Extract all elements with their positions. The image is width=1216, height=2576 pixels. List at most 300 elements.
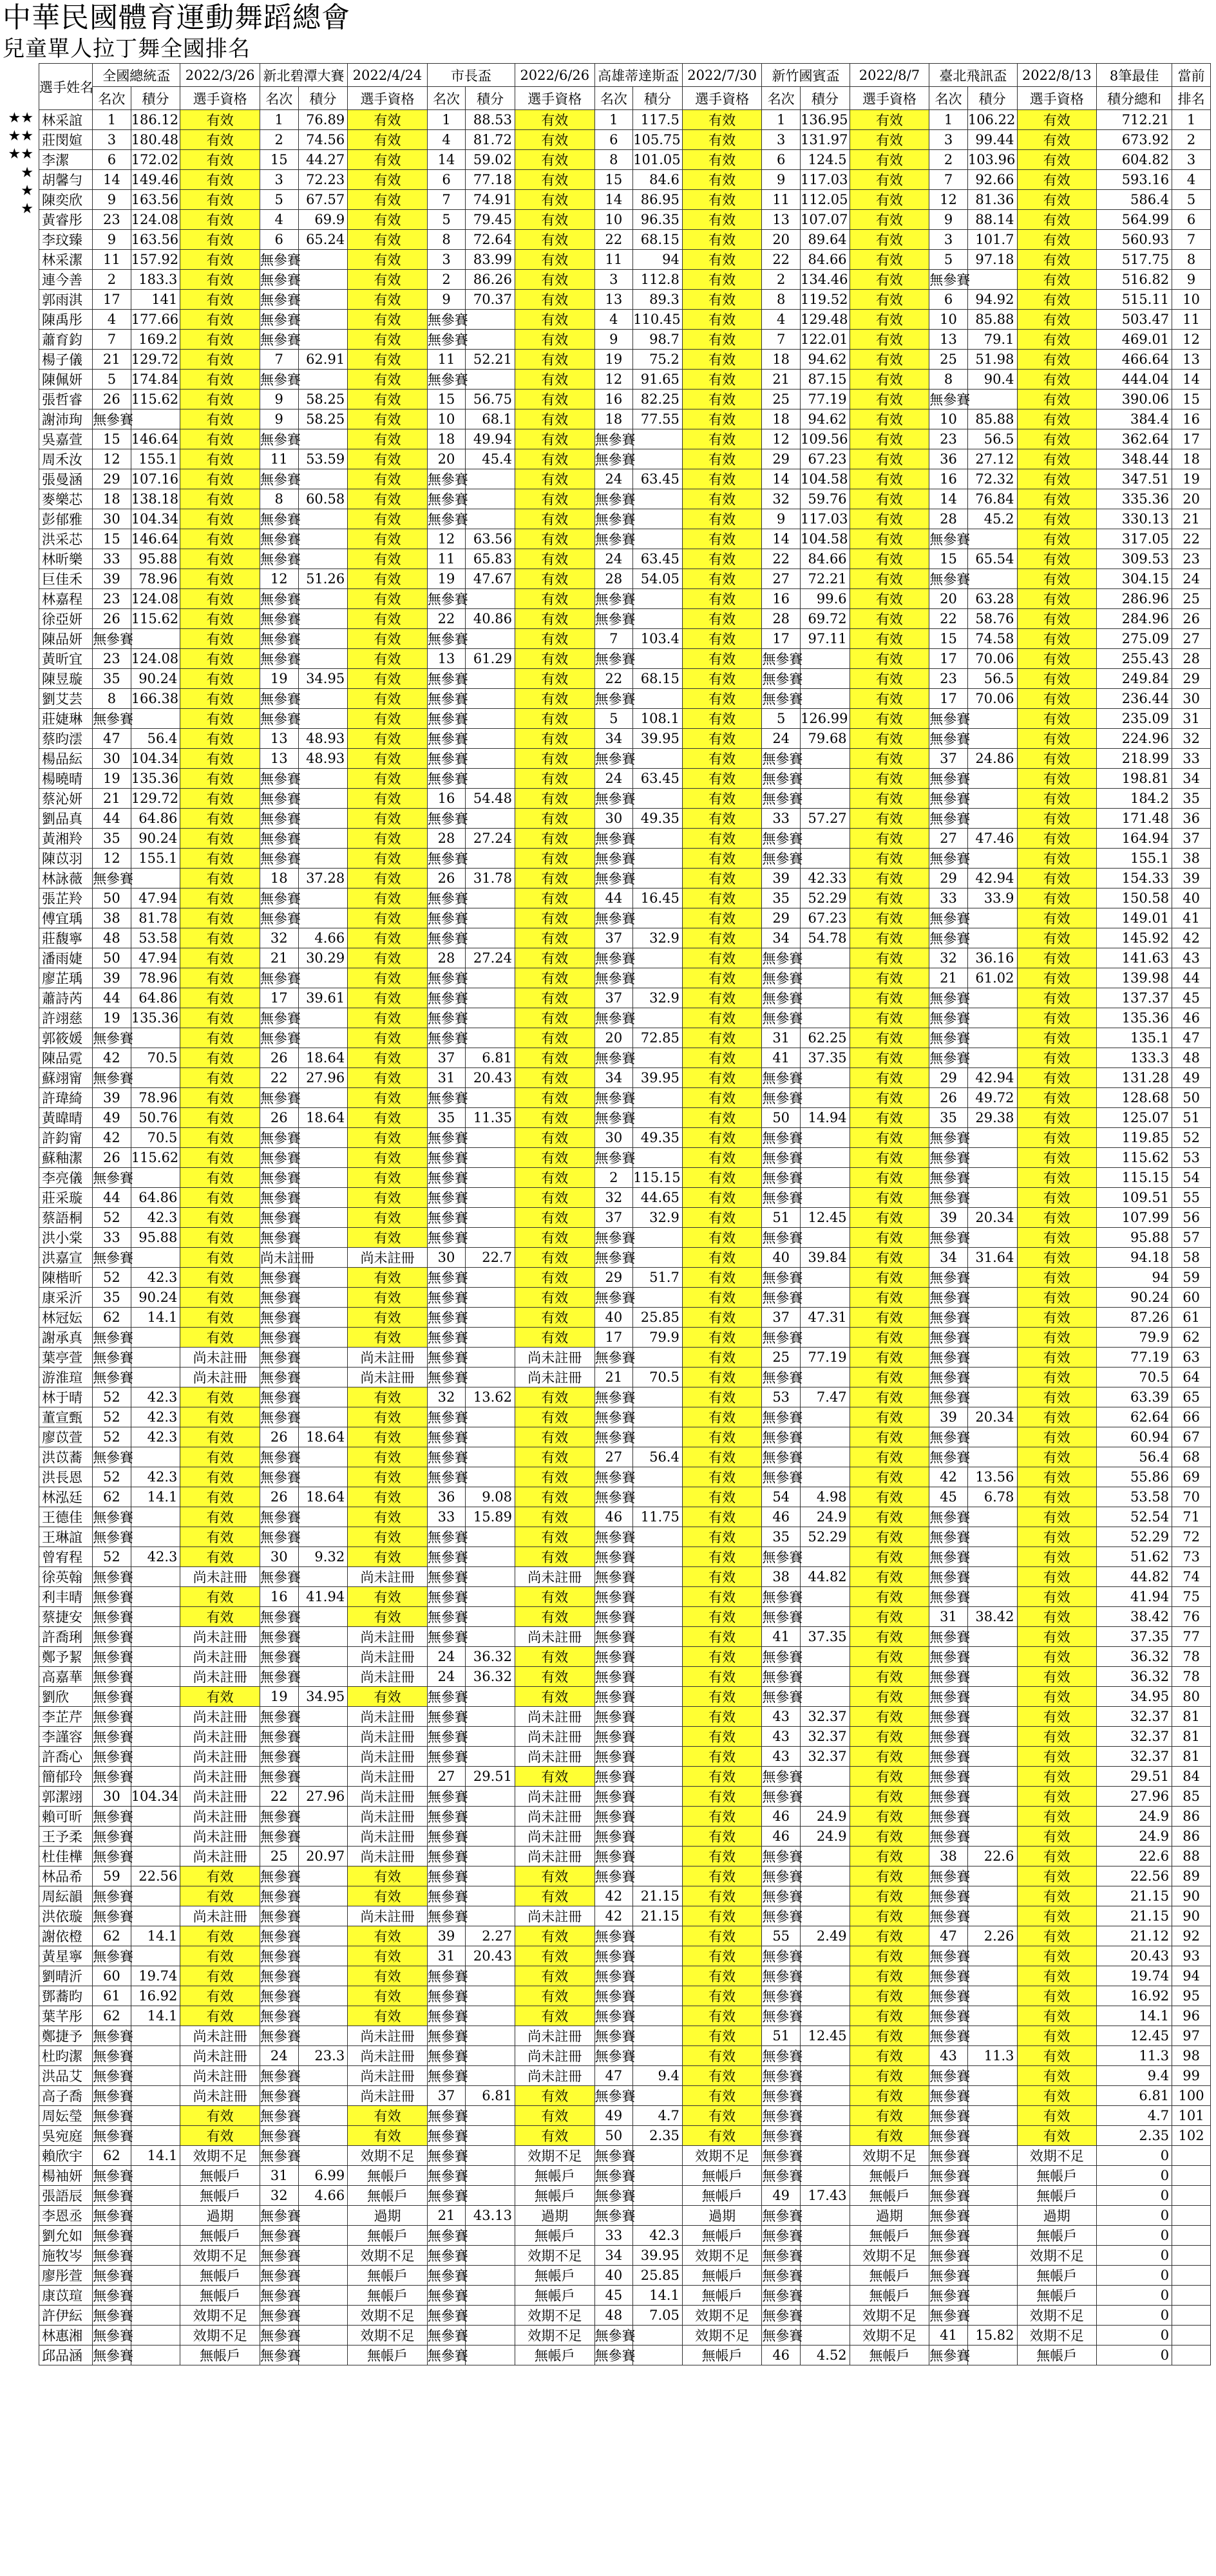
rank-cell: 無參賽 — [762, 948, 801, 968]
status-cell: 有效 — [682, 1168, 762, 1188]
points-cell — [298, 849, 348, 869]
rank-cell: 38 — [929, 1847, 968, 1866]
rank-cell: 17 — [93, 290, 131, 310]
rank-cell: 4 — [93, 310, 131, 330]
rank-cell: 39 — [929, 1407, 968, 1427]
points-cell — [466, 1308, 515, 1328]
points-cell: 157.92 — [131, 250, 180, 270]
total-points: 22.6 — [1097, 1847, 1172, 1866]
rank-cell: 無參賽 — [260, 1667, 298, 1687]
points-cell: 27.96 — [298, 1787, 348, 1807]
status-cell: 有效 — [348, 1088, 428, 1108]
points-cell — [131, 1727, 180, 1747]
points-cell: 155.1 — [131, 849, 180, 869]
points-cell — [801, 1587, 850, 1607]
star-icon — [0, 708, 36, 726]
rank-cell: 22 — [762, 549, 801, 569]
rank-cell: 22 — [594, 230, 633, 250]
rank-cell: 無參賽 — [260, 789, 298, 809]
points-cell: 74.58 — [967, 629, 1017, 649]
rank-cell: 9 — [929, 210, 968, 230]
points-cell — [967, 2306, 1017, 2326]
points-cell: 47.67 — [466, 569, 515, 589]
table-row — [39, 948, 1211, 968]
status-cell: 有效 — [850, 1707, 929, 1727]
points-cell: 163.56 — [131, 230, 180, 250]
points-cell — [298, 649, 348, 669]
points-cell — [967, 1268, 1017, 1288]
rank-cell: 無參賽 — [427, 2126, 466, 2146]
status-cell: 效期不足 — [850, 2246, 929, 2266]
status-cell: 有效 — [850, 429, 929, 449]
total-points: 0 — [1097, 2246, 1172, 2266]
points-cell — [967, 1128, 1017, 1148]
status-cell: 尚未註冊 — [348, 1906, 428, 1926]
points-cell: 56.4 — [131, 729, 180, 749]
points-cell — [131, 2186, 180, 2206]
points-cell — [967, 2146, 1017, 2166]
points-cell — [633, 1148, 683, 1168]
current-rank: 29 — [1172, 669, 1211, 689]
rank-cell: 無參賽 — [594, 2166, 633, 2186]
current-rank: 98 — [1172, 2046, 1211, 2066]
points-cell — [298, 1926, 348, 1946]
table-row — [39, 1368, 1211, 1387]
points-cell: 67.23 — [801, 908, 850, 928]
sub-header-status: 選手資格 — [682, 87, 762, 110]
status-cell: 有效 — [682, 210, 762, 230]
rank-cell: 無參賽 — [93, 1727, 131, 1747]
points-cell — [801, 749, 850, 769]
athlete-name: 徐英翰 — [39, 1567, 93, 1587]
star-icon — [0, 1307, 36, 1325]
rank-cell: 30 — [427, 1248, 466, 1268]
rank-cell: 無參賽 — [762, 1427, 801, 1447]
rank-cell: 無參賽 — [93, 2326, 131, 2346]
athlete-name: 游淮瑄 — [39, 1368, 93, 1387]
rank-cell: 無參賽 — [929, 2026, 968, 2046]
rank-cell: 15 — [427, 390, 466, 409]
status-cell: 尚未註冊 — [515, 1847, 595, 1866]
status-cell: 有效 — [682, 130, 762, 150]
points-cell: 37.35 — [801, 1048, 850, 1068]
status-cell: 有效 — [180, 390, 260, 409]
points-cell — [298, 2286, 348, 2306]
status-cell: 有效 — [515, 1946, 595, 1966]
points-cell — [633, 1427, 683, 1447]
star-icon — [0, 1834, 36, 1852]
rank-cell: 無參賽 — [762, 1787, 801, 1807]
athlete-name: 林泓廷 — [39, 1487, 93, 1507]
rank-cell: 30 — [260, 1547, 298, 1567]
current-rank: 14 — [1172, 370, 1211, 390]
points-cell: 56.75 — [466, 390, 515, 409]
rank-cell: 無參賽 — [594, 1667, 633, 1687]
points-cell — [801, 1687, 850, 1707]
status-cell: 有效 — [850, 1667, 929, 1687]
points-cell: 52.29 — [801, 1527, 850, 1547]
status-cell: 有效 — [850, 250, 929, 270]
points-cell — [801, 1647, 850, 1667]
status-cell: 有效 — [1017, 190, 1097, 210]
table-row — [39, 1926, 1211, 1946]
rank-cell: 6 — [93, 150, 131, 170]
table-row — [39, 330, 1211, 350]
points-cell: 11.75 — [633, 1507, 683, 1527]
rank-cell: 無參賽 — [93, 709, 131, 729]
rank-cell: 19 — [260, 669, 298, 689]
current-rank: 7 — [1172, 230, 1211, 250]
rank-cell: 3 — [762, 130, 801, 150]
points-cell — [801, 1427, 850, 1447]
rank-cell: 無參賽 — [594, 1387, 633, 1407]
rank-cell: 無參賽 — [762, 1288, 801, 1308]
current-rank: 75 — [1172, 1587, 1211, 1607]
rank-cell: 12 — [594, 370, 633, 390]
status-cell: 有效 — [348, 1188, 428, 1208]
status-cell: 有效 — [515, 110, 595, 130]
star-icon — [0, 382, 36, 400]
rank-cell: 16 — [427, 789, 466, 809]
points-cell — [466, 469, 515, 489]
rank-cell: 37 — [427, 1048, 466, 1068]
status-cell: 有效 — [1017, 1707, 1097, 1727]
status-cell: 有效 — [682, 409, 762, 429]
points-cell: 58.25 — [298, 409, 348, 429]
points-cell — [298, 1447, 348, 1467]
points-cell: 61.29 — [466, 649, 515, 669]
status-cell: 有效 — [850, 609, 929, 629]
points-cell — [801, 769, 850, 789]
total-points: 6.81 — [1097, 2086, 1172, 2106]
status-cell: 有效 — [1017, 2086, 1097, 2106]
table-row — [39, 1168, 1211, 1188]
points-cell: 51.26 — [298, 569, 348, 589]
rank-cell: 無參賽 — [427, 1607, 466, 1627]
total-points: 255.43 — [1097, 649, 1172, 669]
status-cell: 有效 — [1017, 888, 1097, 908]
rank-cell: 39 — [93, 1088, 131, 1108]
rank-cell: 26 — [93, 1148, 131, 1168]
current-rank: 80 — [1172, 1687, 1211, 1707]
rank-cell: 3 — [929, 230, 968, 250]
rank-cell: 無參賽 — [762, 1966, 801, 1986]
points-cell: 40.86 — [466, 609, 515, 629]
rank-cell: 47 — [93, 729, 131, 749]
rank-cell: 6 — [929, 290, 968, 310]
rank-cell: 無參賽 — [93, 1587, 131, 1607]
status-cell: 有效 — [515, 1088, 595, 1108]
points-cell: 13.62 — [466, 1387, 515, 1407]
status-cell: 有效 — [850, 170, 929, 190]
status-cell: 有效 — [850, 1507, 929, 1527]
points-cell: 25.85 — [633, 1308, 683, 1328]
star-icon — [0, 1816, 36, 1834]
rank-cell: 無參賽 — [594, 2326, 633, 2346]
rank-cell: 21 — [929, 968, 968, 988]
points-cell — [967, 1687, 1017, 1707]
points-cell — [801, 1886, 850, 1906]
status-cell: 有效 — [1017, 589, 1097, 609]
status-cell: 有效 — [850, 2086, 929, 2106]
status-cell: 有效 — [180, 1886, 260, 1906]
rank-cell: 無參賽 — [260, 1926, 298, 1946]
total-points: 515.11 — [1097, 290, 1172, 310]
status-cell: 有效 — [180, 1487, 260, 1507]
points-cell — [967, 1048, 1017, 1068]
star-icon — [0, 400, 36, 418]
rank-cell: 無參賽 — [929, 1547, 968, 1567]
status-cell: 有效 — [180, 2126, 260, 2146]
table-row — [39, 210, 1211, 230]
rank-cell: 無參賽 — [594, 1707, 633, 1727]
status-cell: 有效 — [180, 629, 260, 649]
rank-cell: 16 — [594, 390, 633, 409]
status-cell: 有效 — [682, 1807, 762, 1827]
rank-cell: 無參賽 — [594, 1547, 633, 1567]
status-cell: 有效 — [1017, 1587, 1097, 1607]
status-cell: 有效 — [515, 270, 595, 290]
status-cell: 有效 — [348, 789, 428, 809]
points-cell — [131, 2086, 180, 2106]
athlete-name: 陳昱璇 — [39, 669, 93, 689]
status-cell: 有效 — [682, 829, 762, 849]
event-6-date: 2022/8/13 — [1017, 64, 1097, 87]
rank-cell: 無參賽 — [762, 1228, 801, 1248]
total-points: 21.15 — [1097, 1886, 1172, 1906]
rank-cell: 21 — [762, 370, 801, 390]
points-cell — [967, 2346, 1017, 2365]
athlete-name: 劉品真 — [39, 809, 93, 829]
rank-cell: 無參賽 — [427, 1328, 466, 1348]
rank-cell: 37 — [594, 1208, 633, 1228]
total-points: 36.32 — [1097, 1647, 1172, 1667]
star-icon — [0, 545, 36, 563]
current-rank: 35 — [1172, 789, 1211, 809]
rank-cell: 無參賽 — [929, 1946, 968, 1966]
points-cell — [298, 1268, 348, 1288]
rank-cell: 無參賽 — [427, 2326, 466, 2346]
points-cell — [466, 2266, 515, 2286]
rank-cell: 無參賽 — [762, 968, 801, 988]
rank-cell: 無參賽 — [427, 469, 466, 489]
total-points: 32.37 — [1097, 1707, 1172, 1727]
rank-cell: 無參賽 — [260, 589, 298, 609]
star-icon — [0, 854, 36, 872]
points-cell — [466, 1847, 515, 1866]
rank-cell: 無參賽 — [93, 2166, 131, 2186]
rank-cell: 52 — [93, 1467, 131, 1487]
status-cell: 有效 — [180, 1208, 260, 1228]
rank-cell: 無參賽 — [93, 1627, 131, 1647]
status-cell: 有效 — [1017, 310, 1097, 330]
status-cell: 有效 — [682, 110, 762, 130]
points-cell — [466, 1208, 515, 1228]
athlete-name: 胡馨勻 — [39, 170, 93, 190]
rank-cell: 無參賽 — [594, 509, 633, 529]
status-cell: 過期 — [348, 2206, 428, 2226]
points-cell — [466, 2166, 515, 2186]
rank-cell: 無參賽 — [929, 270, 968, 290]
table-row — [39, 2306, 1211, 2326]
points-cell — [967, 1747, 1017, 1767]
points-cell: 76.84 — [967, 489, 1017, 509]
status-cell: 有效 — [515, 449, 595, 469]
rank-cell: 無參賽 — [929, 2206, 968, 2226]
rank-cell: 31 — [427, 1946, 466, 1966]
current-rank: 76 — [1172, 1607, 1211, 1627]
status-cell: 尚未註冊 — [515, 1727, 595, 1747]
table-row — [39, 1108, 1211, 1128]
rank-cell: 無參賽 — [427, 1787, 466, 1807]
status-cell: 有效 — [180, 429, 260, 449]
rank-cell: 無參賽 — [762, 2006, 801, 2026]
points-cell: 7.47 — [801, 1387, 850, 1407]
table-row — [39, 230, 1211, 250]
points-cell: 53.59 — [298, 449, 348, 469]
points-cell: 64.86 — [131, 1188, 180, 1208]
sub-header-status: 選手資格 — [348, 87, 428, 110]
points-cell — [633, 968, 683, 988]
points-cell: 6.81 — [466, 2086, 515, 2106]
points-cell: 97.11 — [801, 629, 850, 649]
status-cell: 無帳戶 — [850, 2166, 929, 2186]
current-rank: 17 — [1172, 429, 1211, 449]
status-cell: 有效 — [515, 968, 595, 988]
points-cell — [967, 2066, 1017, 2086]
points-cell: 51.7 — [633, 1268, 683, 1288]
points-cell — [633, 2326, 683, 2346]
current-rank: 74 — [1172, 1567, 1211, 1587]
points-cell — [131, 2046, 180, 2066]
athlete-name: 洪長恩 — [39, 1467, 93, 1487]
points-cell — [298, 689, 348, 709]
status-cell: 有效 — [1017, 1767, 1097, 1787]
rank-cell: 無參賽 — [427, 330, 466, 350]
star-icon: ★★ — [8, 128, 33, 145]
total-points: 236.44 — [1097, 689, 1172, 709]
star-icon — [0, 2015, 36, 2033]
points-cell: 37.35 — [801, 1627, 850, 1647]
rank-cell: 無參賽 — [929, 1567, 968, 1587]
table-row — [39, 250, 1211, 270]
rank-cell: 無參賽 — [929, 1807, 968, 1827]
star-icon — [0, 890, 36, 908]
status-cell: 有效 — [850, 1647, 929, 1667]
points-cell — [298, 1707, 348, 1727]
points-cell: 4.66 — [298, 2186, 348, 2206]
current-rank: 31 — [1172, 709, 1211, 729]
points-cell — [633, 908, 683, 928]
athlete-name: 賴欣宇 — [39, 2146, 93, 2166]
table-row — [39, 1946, 1211, 1966]
current-rank: 81 — [1172, 1707, 1211, 1727]
points-cell: 21.15 — [633, 1886, 683, 1906]
rank-cell: 1 — [594, 110, 633, 130]
rank-cell: 無參賽 — [762, 1647, 801, 1667]
status-cell: 過期 — [850, 2206, 929, 2226]
status-cell: 有效 — [180, 190, 260, 210]
points-cell: 68.1 — [466, 409, 515, 429]
status-cell: 有效 — [850, 1827, 929, 1847]
star-icon — [0, 218, 36, 236]
status-cell: 效期不足 — [180, 2146, 260, 2166]
status-cell: 有效 — [850, 809, 929, 829]
points-cell — [801, 1328, 850, 1348]
rank-cell: 49 — [93, 1108, 131, 1128]
points-cell — [466, 1547, 515, 1567]
points-cell — [633, 1807, 683, 1827]
points-cell: 174.84 — [131, 370, 180, 390]
points-cell: 77.19 — [801, 390, 850, 409]
points-cell — [298, 2006, 348, 2026]
status-cell: 有效 — [850, 130, 929, 150]
star-icon — [0, 1888, 36, 1906]
status-cell: 有效 — [180, 250, 260, 270]
status-cell: 有效 — [515, 2086, 595, 2106]
rank-cell: 無參賽 — [260, 2066, 298, 2086]
status-cell: 有效 — [515, 1647, 595, 1667]
rank-cell: 無參賽 — [594, 1727, 633, 1747]
points-cell — [967, 1567, 1017, 1587]
points-cell — [131, 1507, 180, 1527]
athlete-name: 洪苡蕎 — [39, 1447, 93, 1467]
rank-cell: 無參賽 — [762, 2286, 801, 2306]
points-cell — [466, 1986, 515, 2006]
status-cell: 有效 — [348, 489, 428, 509]
points-cell — [131, 1068, 180, 1088]
points-cell: 135.36 — [131, 769, 180, 789]
current-rank: 26 — [1172, 609, 1211, 629]
rank-cell: 無參賽 — [427, 629, 466, 649]
points-cell: 68.15 — [633, 230, 683, 250]
status-cell: 有效 — [850, 1268, 929, 1288]
total-points: 330.13 — [1097, 509, 1172, 529]
status-cell: 有效 — [1017, 390, 1097, 409]
status-cell: 有效 — [682, 1966, 762, 1986]
points-cell — [633, 2186, 683, 2206]
points-cell: 42.3 — [633, 2226, 683, 2246]
points-cell — [633, 1567, 683, 1587]
status-cell: 無帳戶 — [1017, 2266, 1097, 2286]
rank-cell: 無參賽 — [762, 749, 801, 769]
status-cell: 有效 — [1017, 1148, 1097, 1168]
athlete-name: 莊采璇 — [39, 1188, 93, 1208]
points-cell: 166.38 — [131, 689, 180, 709]
points-cell — [298, 888, 348, 908]
table-row — [39, 1467, 1211, 1487]
status-cell: 無帳戶 — [348, 2186, 428, 2206]
current-rank: 11 — [1172, 310, 1211, 330]
status-cell: 有效 — [682, 689, 762, 709]
points-cell: 91.65 — [633, 370, 683, 390]
points-cell — [801, 1467, 850, 1487]
rank-cell: 無參賽 — [260, 1407, 298, 1427]
total-points: 79.9 — [1097, 1328, 1172, 1348]
points-cell — [633, 1587, 683, 1607]
points-cell — [298, 1807, 348, 1827]
rank-cell: 無參賽 — [762, 1767, 801, 1787]
current-rank: 55 — [1172, 1188, 1211, 1208]
rank-cell: 無參賽 — [427, 589, 466, 609]
status-cell: 有效 — [1017, 429, 1097, 449]
rank-cell: 無參賽 — [260, 1088, 298, 1108]
status-cell: 效期不足 — [348, 2306, 428, 2326]
status-cell: 有效 — [1017, 928, 1097, 948]
status-cell: 有效 — [850, 1028, 929, 1048]
points-cell: 155.1 — [131, 449, 180, 469]
star-icon — [0, 908, 36, 926]
